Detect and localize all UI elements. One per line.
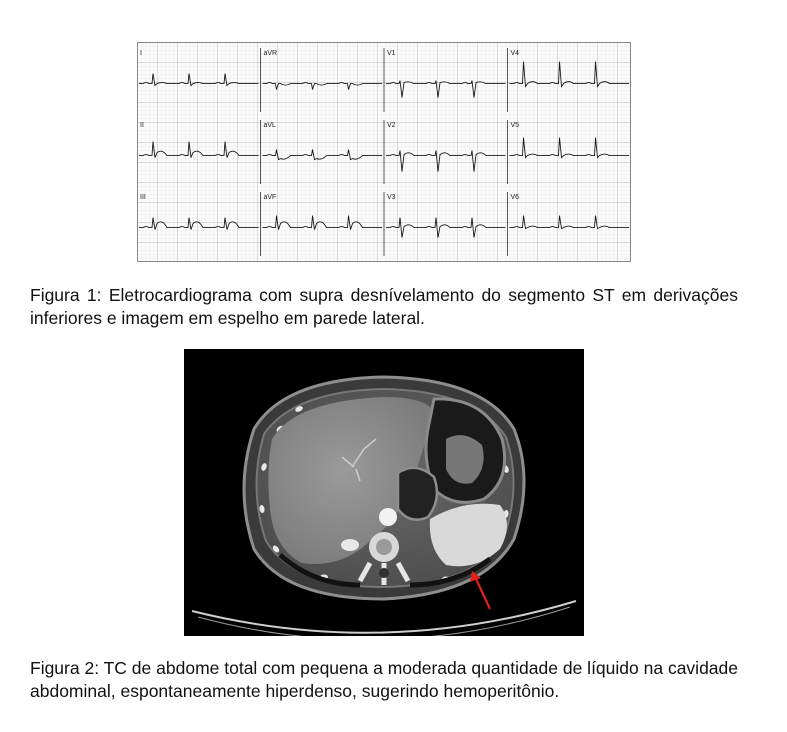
figure-1-caption: Figura 1: Eletrocardiograma com supra desnívelamento do segmento ST em derivações inferiores e imagem em espelho em parede lateral.: [30, 285, 738, 328]
ecg-lead-label: aVL: [263, 122, 276, 129]
ecg-lead-label: V6: [510, 194, 520, 201]
ct-figure: [184, 349, 584, 636]
ct-scan-image: [184, 349, 584, 636]
ecg-figure: [137, 42, 631, 262]
ecg-tracing: [137, 42, 631, 262]
ecg-lead-label: aVF: [263, 194, 277, 201]
ecg-lead-label: III: [140, 194, 146, 201]
ecg-lead-label: V3: [387, 194, 396, 201]
ecg-lead-label: I: [140, 50, 142, 57]
ecg-lead-label: aVR: [263, 50, 278, 57]
ecg-lead-label: II: [140, 122, 144, 129]
ecg-lead-label: V2: [387, 122, 396, 129]
ecg-lead-label: V4: [510, 50, 520, 57]
figure-2-caption: Figura 2: TC de abdome total com pequena a moderada quantidade de líquido na cavidade abdominal, espontaneamente hiperdenso, sugerindo hemoperitônio.: [30, 658, 738, 701]
ecg-lead-label: V5: [510, 122, 520, 129]
ecg-lead-label: V1: [387, 50, 396, 57]
aorta: [379, 508, 397, 526]
